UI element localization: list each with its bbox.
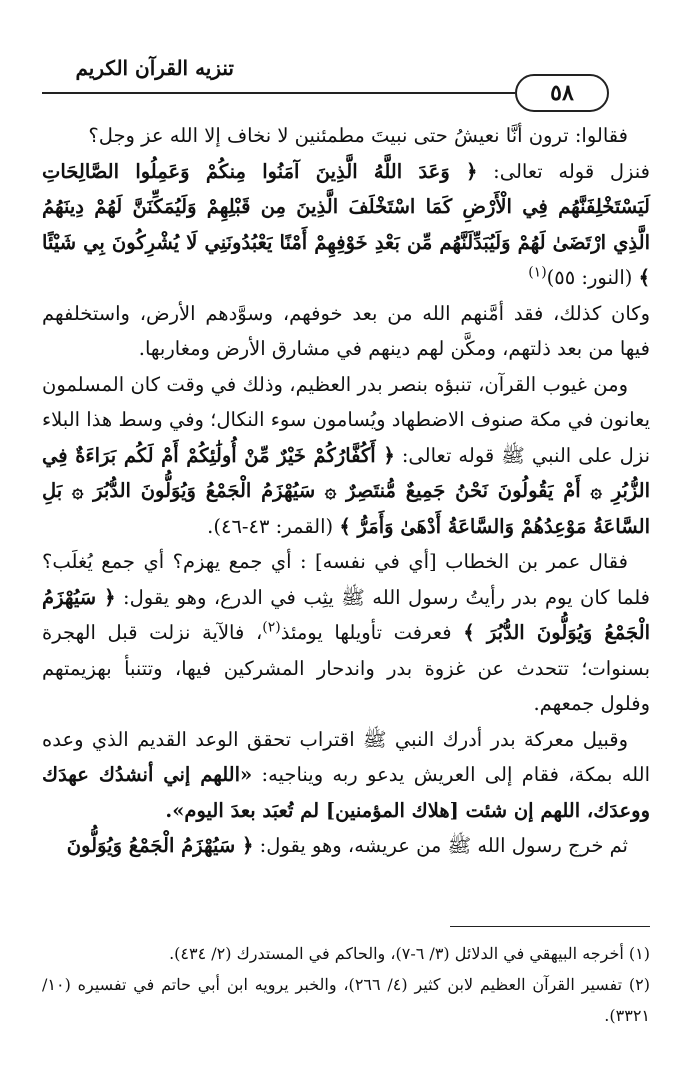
paragraph-4-intro: ومن غيوب القرآن، تنبؤه بنصر بدر العظيم، وذلك في وقت كان المسلمون يعانون في مكة صنوف الاضطهاد ويُسامون سوء النكال؛ وفي وسط هذا البلاء نزل على النبي ﷺ قوله تعالى: [42, 372, 651, 467]
footnote-1: (١) أخرجه البيهقي في الدلائل (٣/ ٦-٧)، والحاكم في المستدرك (٢/ ٤٣٤). [169, 944, 650, 963]
paragraph-5-intro: فقال عمر بن الخطاب [أي في نفسه] : أي جمع يهزم؟ أي جمع يُغلَب؟ فلما كان يوم بدر رأيتُ رسول الله ﷺ يثِب في الدرع، وهو يقول: [42, 550, 651, 609]
body-text [42, 118, 650, 864]
verse-citation-qamar: (القمر: ٤٣-٤٦). [207, 514, 334, 538]
footnote-2: (٢) تفسير القرآن العظيم لابن كثير (٤/ ٢٦٦)، والخبر يرويه ابن أبي حاتم في تفسيره (١٠/ ٣٣٢١). [42, 975, 650, 1025]
footnotes [42, 938, 650, 1031]
prophet-prayer: «اللهم إني أنشدُك عهدَك ووعدَك، اللهم إن شئت [هلاك المؤمنين] لم تُعبَد بعدَ اليوم». [42, 763, 650, 822]
paragraph-2 [42, 154, 650, 296]
quran-verse-nur-55: ﴿ وَعَدَ اللَّهُ الَّذِينَ آمَنُوا مِنكُمْ وَعَمِلُوا الصَّالِحَاتِ لَيَسْتَخْلِفَنَّهُم فِي الْأَرْضِ كَمَا اسْتَخْلَفَ الَّذِينَ مِن قَبْلِهِمْ وَلَيُمَكِّنَنَّ لَهُمْ دِينَهُمُ الَّذِي ارْتَضَىٰ لَهُمْ وَلَيُبَدِّلَنَّهُم مِّن بَعْدِ خَوْفِهِمْ أَمْنًا يَعْبُدُونَنِي لَا يُشْرِكُونَ بِي شَيْئًا ﴾ [42, 159, 650, 289]
paragraph-3: وكان كذلك، فقد أمَّنهم الله من بعد خوفهم، وسوَّدهم الأرض، واستخلفهم فيها من بعد ذلتهم، ومكَّن لهم دينهم في مشارق الأرض ومغاربها. [42, 301, 650, 360]
paragraph-7 [42, 828, 650, 864]
paragraph-5-end: ، فالآية نزلت قبل الهجرة بسنوات؛ تتحدث عن غزوة بدر واندحار المشركين فيها، وتتنبأ بهزيمتهم وفلول جمعهم. [42, 621, 650, 715]
footnote-ref-2: (٢) [262, 619, 281, 636]
paragraph-4 [42, 367, 650, 545]
footnote-ref-1: (١) [528, 264, 547, 281]
paragraph-5-after: فعرفت تأويلها يومئذ [280, 621, 452, 644]
header-rule [42, 92, 515, 94]
footnote-rule [450, 926, 650, 927]
running-title: تنزيه القرآن الكريم [75, 56, 234, 80]
quran-verse-qamar-45: ﴿ سَيُهْزَمُ الْجَمْعُ وَيُوَلُّونَ الدُّبُرَ ﴾ [42, 585, 650, 644]
paragraph-2-intro: فنزل قوله تعالى: [493, 159, 651, 183]
quran-verse-qamar-43-46: ﴿ أَكُفَّارُكُمْ خَيْرٌ مِّنْ أُولَٰئِكُمْ أَمْ لَكُم بَرَاءَةٌ فِي الزُّبُرِ ۞ أَمْ يَقُولُونَ نَحْنُ جَمِيعٌ مُّنتَصِرٌ ۞ سَيُهْزَمُ الْجَمْعُ وَيُوَلُّونَ الدُّبُرَ ۞ بَلِ السَّاعَةُ مَوْعِدُهُمْ وَالسَّاعَةُ أَدْهَىٰ وَأَمَرُّ ﴾ [42, 443, 650, 538]
paragraph-7-intro: ثم خرج رسول الله ﷺ من عريشه، وهو يقول: [259, 834, 628, 857]
page-number: ٥٨ [515, 74, 609, 112]
paragraph-5 [42, 544, 650, 722]
paragraph-6-intro: وقبيل معركة بدر أدرك النبي ﷺ اقتراب تحقق الوعد القديم الذي وعده الله بمكة، فقام إلى العريش يدعو ربه ويناجيه: [42, 727, 650, 786]
paragraph-6 [42, 722, 650, 829]
verse-citation-nur: (النور: ٥٥) [546, 266, 633, 289]
paragraph-1: فقالوا: ترون أنَّا نعيشُ حتى نبيتَ مطمئنين لا نخاف إلا الله عز وجل؟ [88, 124, 628, 147]
quran-verse-qamar-45-repeat: ﴿ سَيُهْزَمُ الْجَمْعُ وَيُوَلُّونَ [66, 834, 254, 857]
